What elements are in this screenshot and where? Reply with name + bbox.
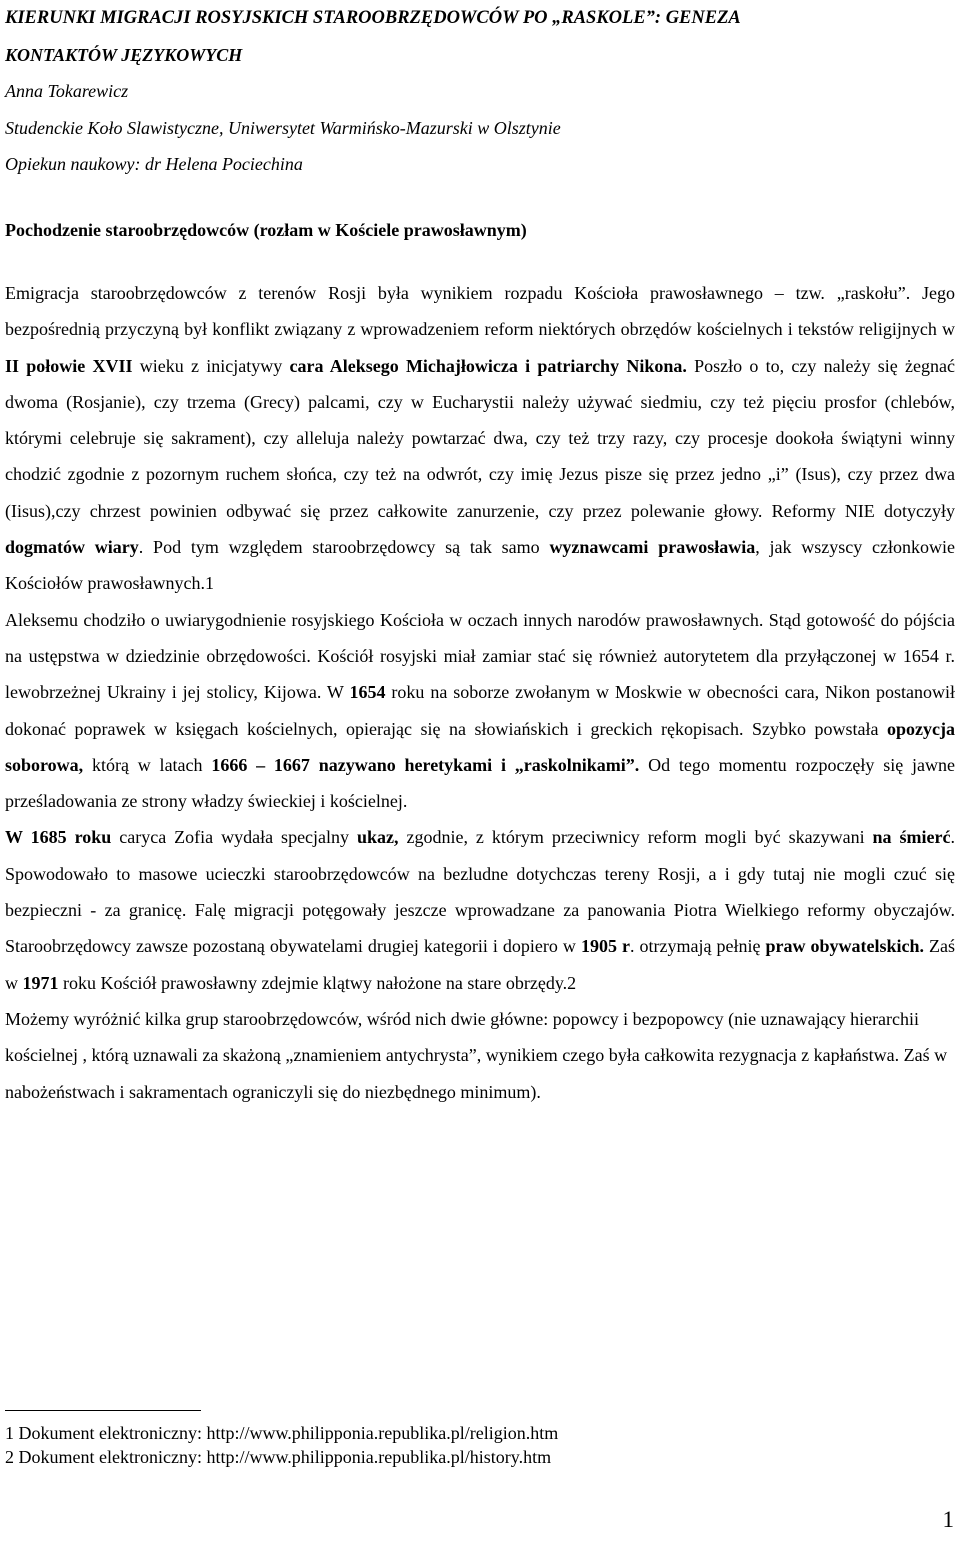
bold-run: wyznawcami prawosławia (549, 537, 756, 558)
text-run: . Spowodowało to masowe ucieczki staroobrzędowców na bezludne dotychczas tereny Rosji, a i gdy tutaj nie mogli czuć się bezpieczni - za granicę. Falę migracji potęgowały jeszcze wprowadzane za panowania Piotra Wielkiego reformy obyczajów. Staroobrzędowcy zawsze pozostaną obywatelami drugiej kategorii i dopiero w (5, 827, 955, 957)
text-run: Poszło o to, czy należy się żegnać dwoma (Rosjanie), czy trzema (Grecy) palcami, czy w Eucharystii należy używać siedmiu, czy też pięciu prosfor (chlebów, którymi celebruje się sakrament), czy alleluja należy powtarzać dwa, czy też trzy razy, czy procesje dookoła świątyni winny chodzić zgodnie z pozornym ruchem słońca, czy też na odwrót, czy imię Jezus pisze się przez jedno „i” (Isus), czy przez dwa (Iisus),czy chrzest powinien odbywać się przez całkowite zanurzenie, czy przez polewanie głowy. Reformy NIE dotyczyły (5, 355, 955, 521)
text-run: Emigracja staroobrzędowców z terenów Rosji była wynikiem rozpadu Kościoła prawosławnego – tzw. „raskołu”. Jego bezpośrednią przyczyną był konflikt związany z wprowadzeniem reform niektórych obrzędów kościelnych i tekstów religijnych w (5, 283, 955, 340)
title-line-2: KONTAKTÓW JĘZYKOWYCH (5, 44, 243, 65)
text-run: Aleksemu chodziło o uwiarygodnienie rosyjskiego Kościoła w oczach innych narodów prawosławnych. Stąd gotowość do pójścia na ustępstwa w dziedzinie obrzędowości. Kościół rosyjski miał zamiar stać się również autorytetem dla przyłączonej w 1654 r. lewobrzeżnej Ukrainy i jej stolicy, Kijowa. W (5, 609, 955, 703)
footnote-1: 1 Dokument elektroniczny: http://www.philipponia.republika.pl/religion.htm (5, 1423, 559, 1443)
text-run: caryca Zofia wydała specjalny (111, 827, 357, 848)
text-run: . otrzymają pełnię (629, 936, 766, 957)
text-run: Możemy wyróżnić kilka grup staroobrzędowców, wśród nich dwie główne: popowcy i bezpopowcy (nie uznawający hierarchii kościelnej , którą uznawali za skażoną „znamieniem antychrysta”, wynikiem czego była całkowita rezygnacja z kapłaństwa. Zaś w nabożeństwach i sakramentach ograniczyli się do niezbędnego minimum). (5, 1008, 948, 1102)
paragraph-4 (5, 1001, 955, 1110)
bold-run: praw obywatelskich. (765, 936, 924, 957)
page-number: 1 (942, 1507, 954, 1532)
bold-run: opozycja soborowa, (5, 718, 955, 775)
text-run: wieku z inicjatywy (132, 355, 290, 376)
paragraph-3 (5, 819, 955, 1000)
section-heading: Pochodzenie staroobrzędowców (rozłam w Kościele prawosławnym) (5, 220, 527, 240)
bold-run: II połowie XVII (5, 355, 133, 376)
footnote-2: 2 Dokument elektroniczny: http://www.philipponia.republika.pl/history.htm (5, 1447, 552, 1467)
text-run: zgodnie, z którym przeciwnicy reform mogli być skazywani (398, 827, 873, 848)
body-text (5, 275, 955, 1110)
text-run: którą w latach (83, 754, 212, 775)
bold-run: ukaz, (357, 827, 399, 848)
bold-run: na śmierć (872, 827, 951, 848)
supervisor: Opiekun naukowy: dr Helena Pociechina (5, 154, 303, 174)
bold-run: 1905 r (580, 936, 630, 957)
bold-run: cara Aleksego Michajłowicza i patriarchy Nikona. (289, 355, 687, 376)
text-run: , jak wszyscy członkowie Kościołów prawosławnych.1 (5, 537, 956, 594)
affiliation: Studenckie Koło Slawistyczne, Uniwersytet Warmińsko-Mazurski w Olsztynie (5, 117, 561, 138)
bold-run: dogmatów wiary (5, 537, 139, 558)
text-run: Zaś w (5, 936, 956, 993)
bold-run: 1971 (22, 972, 59, 993)
text-run: roku na soborze zwołanym w Moskwie w obecności cara, Nikon postanowił dokonać poprawek w księgach kościelnych, opierając się na słowiańskich i greckich rękopisach. Szybko powstała (5, 682, 955, 739)
paragraph-2 (5, 602, 955, 820)
text-run: . Pod tym względem staroobrzędowcy są tak samo (138, 537, 550, 558)
text-run: Od tego momentu rozpoczęły się jawne prześladowania ze strony władzy świeckiej i kościelnej. (5, 754, 955, 812)
author-name: Anna Tokarewicz (5, 81, 129, 101)
document-page (5, 0, 956, 1102)
bold-run: W 1685 roku (5, 827, 112, 848)
document-header (5, 0, 955, 183)
bold-run: 1666 – 1667 nazywano heretykami i „raskolnikami”. (211, 754, 640, 775)
paragraph-1 (5, 275, 955, 602)
bold-run: 1654 (349, 682, 386, 703)
text-run: roku Kościół prawosławny zdejmie klątwy nałożone na stare obrzędy.2 (58, 972, 577, 993)
footnote-separator (5, 1410, 201, 1411)
footnotes (5, 1421, 558, 1469)
title-line-1: KIERUNKI MIGRACJI ROSYJSKICH STAROOBRZĘDOWCÓW PO „RASKOLE”: GENEZA (5, 8, 741, 28)
